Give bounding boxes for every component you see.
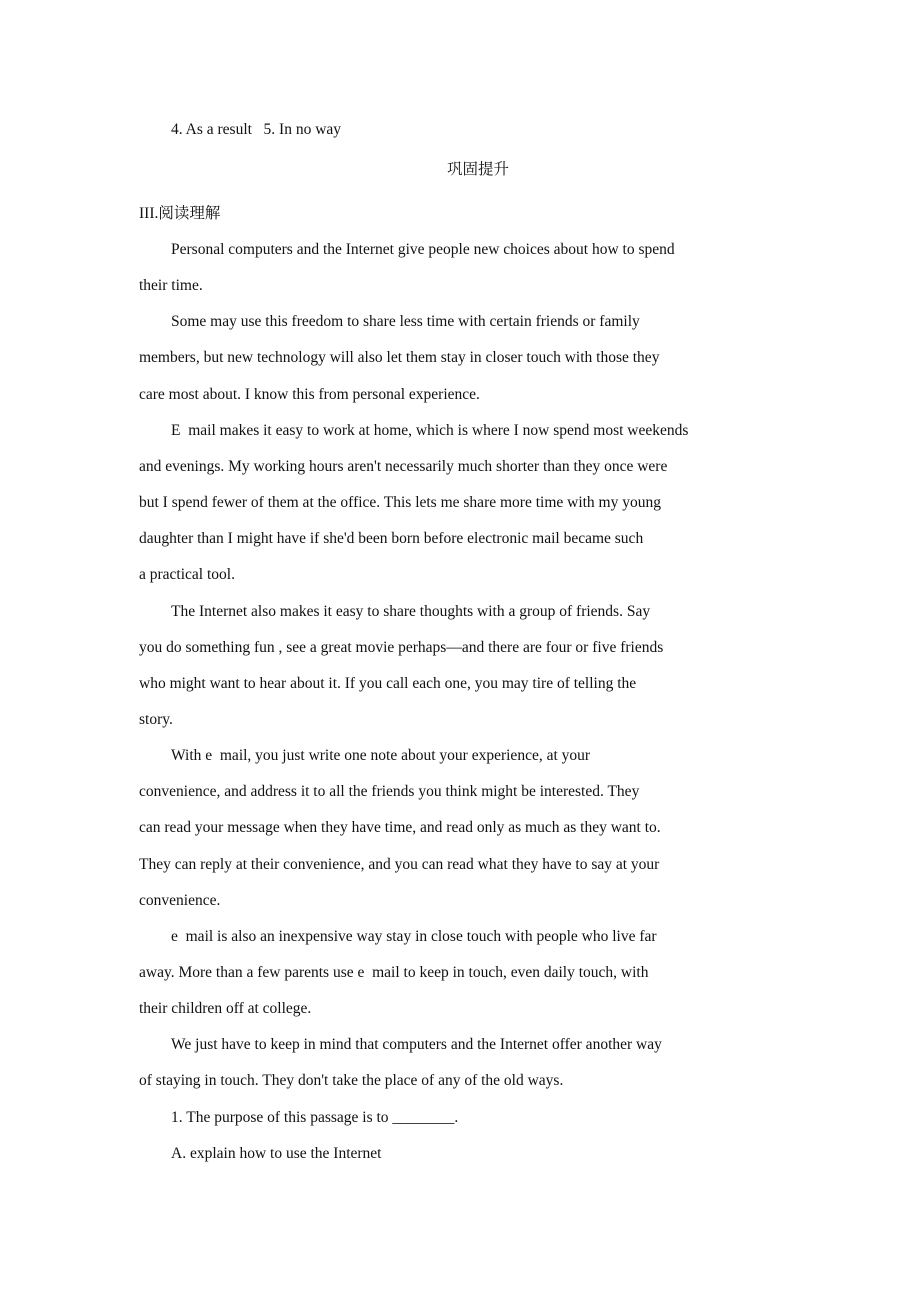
passage-line: Some may use this freedom to share less time with certain friends or family [171,313,640,331]
passage-line: a practical tool. [139,566,235,584]
passage-line: but I spend fewer of them at the office. This lets me share more time with my young [139,494,661,512]
section-title: 巩固提升 [446,161,509,178]
question-stem: 1. The purpose of this passage is to ________. [171,1109,459,1126]
part-heading: III.阅读理解 [139,205,221,222]
passage-line: Personal computers and the Internet give people new choices about how to spend [171,241,675,258]
passage-line: They can reply at their convenience, and you can read what they have to say at your [139,855,660,873]
passage-line: their time. [139,277,203,295]
passage-line: who might want to hear about it. If you call each one, you may tire of telling the [139,674,637,692]
passage-line: you do something fun , see a great movie perhaps—and there are four or five friends [139,638,664,656]
passage-line: With e mail, you just write one note about your experience, at your [171,747,591,765]
passage-line: daughter than I might have if she'd been born before electronic mail became such [139,530,644,548]
answers-line: 4. As a result 5. In no way [171,121,342,138]
passage-line: can read your message when they have time, and read only as much as they want to. [139,819,661,837]
passage-line: of staying in touch. They don't take the place of any of the old ways. [139,1072,564,1090]
passage-line: convenience, and address it to all the friends you think might be interested. They [139,783,640,801]
passage-line: and evenings. My working hours aren't necessarily much shorter than they once were [139,457,668,475]
question-option: A. explain how to use the Internet [171,1145,382,1162]
passage-line: story. [139,710,173,728]
passage-line: We just have to keep in mind that computers and the Internet offer another way [171,1036,662,1054]
passage-line: E mail makes it easy to work at home, which is where I now spend most weekends [171,421,689,439]
passage-line: away. More than a few parents use e mail to keep in touch, even daily touch, with [139,964,649,981]
passage-line: their children off at college. [139,1000,312,1018]
passage-line: care most about. I know this from personal experience. [139,385,480,403]
passage-line: e mail is also an inexpensive way stay in close touch with people who live far [171,927,657,945]
passage-line: members, but new technology will also let them stay in closer touch with those they [139,349,660,367]
passage-line: The Internet also makes it easy to share thoughts with a group of friends. Say [171,602,651,620]
passage-line: convenience. [139,891,221,909]
